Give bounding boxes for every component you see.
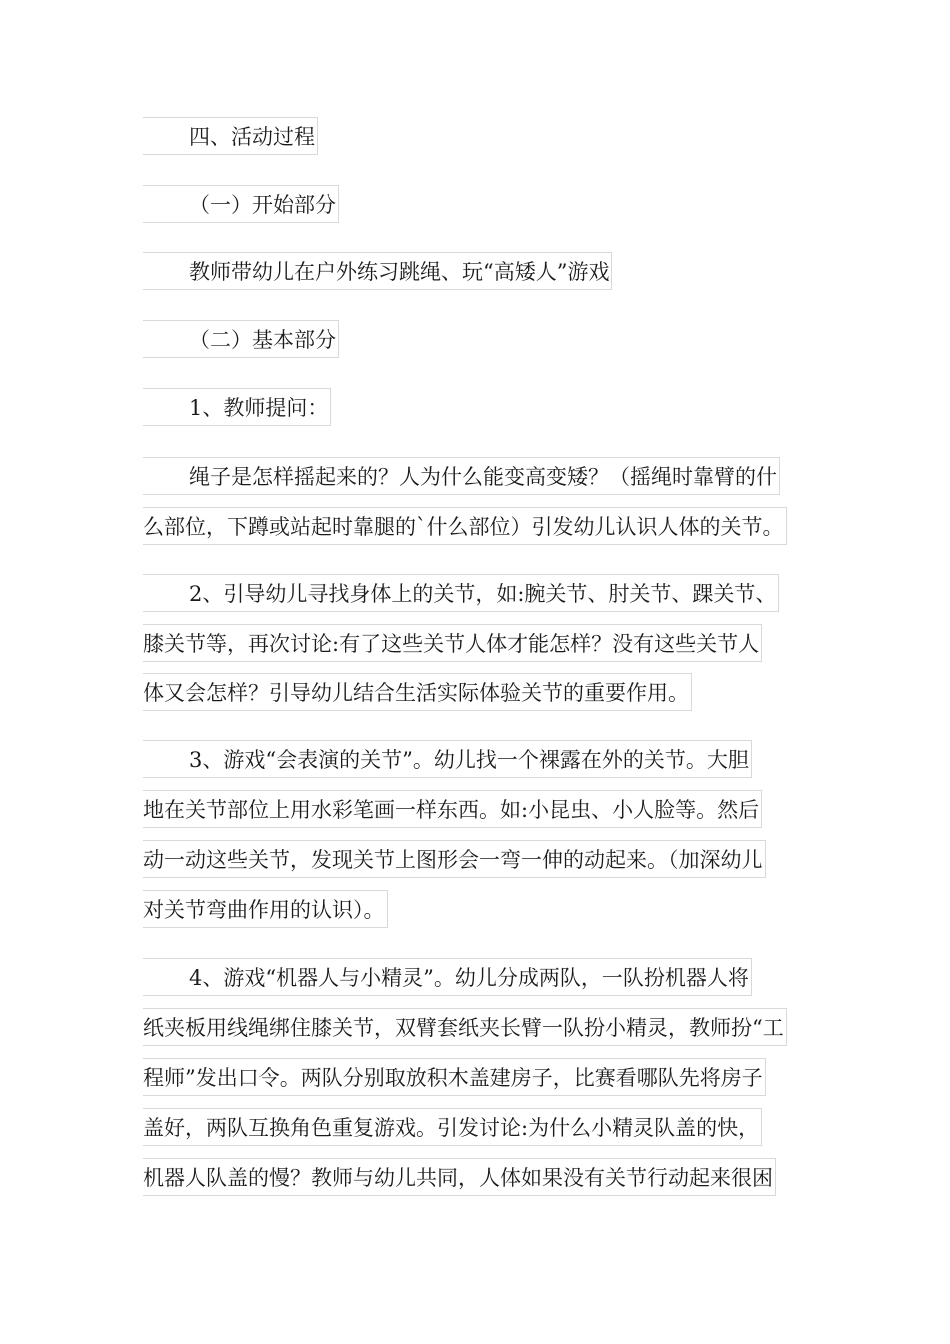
- subsection-heading: （一）开始部分: [143, 185, 339, 223]
- paragraph-line: 3、游戏“会表演的关节”。幼儿找一个裸露在外的关节。大胆: [143, 740, 752, 778]
- paragraph-line: 体又会怎样？引导幼儿结合生活实际体验关节的重要作用。: [143, 673, 692, 711]
- paragraph-line: 么部位，下蹲或站起时靠腿的`什么部位）引发幼儿认识人体的关节。: [143, 507, 787, 545]
- paragraph-line: 动一动这些关节，发现关节上图形会一弯一伸的动起来。（加深幼儿: [143, 840, 766, 878]
- paragraph-line: 教师带幼儿在户外练习跳绳、玩“高矮人”游戏: [143, 252, 612, 290]
- subsection-heading: （二）基本部分: [143, 320, 339, 358]
- paragraph-line: 膝关节等，再次讨论:有了这些关节人体才能怎样？没有这些关节人: [143, 624, 762, 662]
- paragraph-line: 机器人队盖的慢？教师与幼儿共同，人体如果没有关节行动起来很困: [143, 1158, 776, 1196]
- paragraph-line: 4、游戏“机器人与小精灵”。幼儿分成两队，一队扮机器人将: [143, 958, 752, 996]
- section-heading: 四、活动过程: [143, 117, 318, 155]
- paragraph-line: 1、教师提问：: [143, 388, 331, 426]
- paragraph-line: 2、引导幼儿寻找身体上的关节，如:腕关节、肘关节、踝关节、: [143, 574, 779, 612]
- paragraph-line: 绳子是怎样摇起来的？人为什么能变高变矮？（摇绳时靠臂的什: [143, 457, 780, 495]
- paragraph-line: 纸夹板用线绳绑住膝关节，双臂套纸夹长臂一队扮小精灵，教师扮“工: [143, 1008, 787, 1046]
- paragraph-line: 对关节弯曲作用的认识）。: [143, 890, 388, 928]
- paragraph-line: 盖好，两队互换角色重复游戏。引发讨论:为什么小精灵队盖的快，: [143, 1108, 762, 1146]
- paragraph-line: 程师”发出口令。两队分别取放积木盖建房子，比赛看哪队先将房子: [143, 1058, 766, 1096]
- paragraph-line: 地在关节部位上用水彩笔画一样东西。如:小昆虫、小人脸等。然后: [143, 790, 762, 828]
